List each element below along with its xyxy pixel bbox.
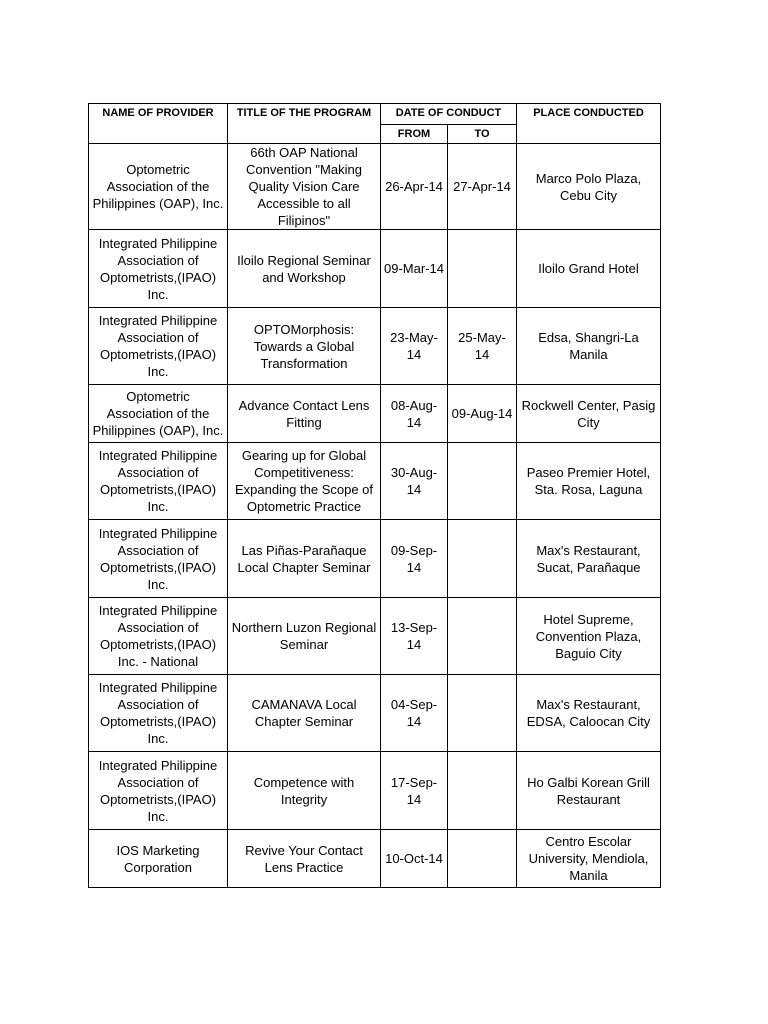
date-to-cell — [448, 230, 517, 308]
date-from-cell: 26-Apr-14 — [381, 144, 448, 230]
provider-cell: Integrated Philippine Association of Optometrists,(IPAO) Inc. — [89, 308, 228, 385]
provider-cell: Integrated Philippine Association of Optometrists,(IPAO) Inc. — [89, 520, 228, 598]
table-row — [89, 443, 661, 520]
header-to: TO — [448, 125, 517, 144]
provider-cell: Integrated Philippine Association of Optometrists,(IPAO) Inc. — [89, 675, 228, 752]
program-title-cell: Revive Your Contact Lens Practice — [228, 830, 381, 888]
table-row — [89, 230, 661, 308]
date-to-cell — [448, 830, 517, 888]
place-cell: Edsa, Shangri-La Manila — [517, 308, 661, 385]
program-title-cell: OPTOMorphosis: Towards a Global Transformation — [228, 308, 381, 385]
date-to-cell — [448, 520, 517, 598]
date-to-cell: 25-May-14 — [448, 308, 517, 385]
header-title: TITLE OF THE PROGRAM — [228, 104, 381, 144]
place-cell: Ho Galbi Korean Grill Restaurant — [517, 752, 661, 830]
place-cell: Max's Restaurant, Sucat, Parañaque — [517, 520, 661, 598]
table-row — [89, 830, 661, 888]
program-title-cell: Advance Contact Lens Fitting — [228, 385, 381, 443]
table-row — [89, 598, 661, 675]
program-title-cell: Iloilo Regional Seminar and Workshop — [228, 230, 381, 308]
place-cell: Centro Escolar University, Mendiola, Manila — [517, 830, 661, 888]
date-from-cell: 10-Oct-14 — [381, 830, 448, 888]
program-title-cell: Las Piñas-Parañaque Local Chapter Seminar — [228, 520, 381, 598]
program-title-cell: 66th OAP National Convention "Making Quality Vision Care Accessible to all Filipinos" — [228, 144, 381, 230]
program-title-cell: Northern Luzon Regional Seminar — [228, 598, 381, 675]
provider-cell: Optometric Association of the Philippines (OAP), Inc. — [89, 385, 228, 443]
date-from-cell: 23-May-14 — [381, 308, 448, 385]
provider-cell: IOS Marketing Corporation — [89, 830, 228, 888]
date-from-cell: 17-Sep-14 — [381, 752, 448, 830]
date-from-cell: 08-Aug-14 — [381, 385, 448, 443]
date-from-cell: 09-Mar-14 — [381, 230, 448, 308]
place-cell: Paseo Premier Hotel, Sta. Rosa, Laguna — [517, 443, 661, 520]
table-row — [89, 144, 661, 230]
header-row — [89, 104, 661, 125]
table-row — [89, 675, 661, 752]
table-row — [89, 752, 661, 830]
date-from-cell: 04-Sep-14 — [381, 675, 448, 752]
program-title-cell: Gearing up for Global Competitiveness: Expanding the Scope of Optometric Practice — [228, 443, 381, 520]
date-from-cell: 13-Sep-14 — [381, 598, 448, 675]
date-to-cell — [448, 752, 517, 830]
place-cell: Max's Restaurant, EDSA, Caloocan City — [517, 675, 661, 752]
date-from-cell: 09-Sep-14 — [381, 520, 448, 598]
provider-cell: Integrated Philippine Association of Optometrists,(IPAO) Inc. — [89, 752, 228, 830]
place-cell: Marco Polo Plaza, Cebu City — [517, 144, 661, 230]
date-to-cell — [448, 443, 517, 520]
table-row — [89, 308, 661, 385]
date-from-cell: 30-Aug-14 — [381, 443, 448, 520]
place-cell: Iloilo Grand Hotel — [517, 230, 661, 308]
table-row — [89, 520, 661, 598]
program-title-cell: CAMANAVA Local Chapter Seminar — [228, 675, 381, 752]
programs-table — [88, 103, 661, 888]
header-from: FROM — [381, 125, 448, 144]
header-provider: NAME OF PROVIDER — [89, 104, 228, 144]
date-to-cell — [448, 675, 517, 752]
provider-cell: Integrated Philippine Association of Optometrists,(IPAO) Inc. — [89, 230, 228, 308]
provider-cell: Optometric Association of the Philippines (OAP), Inc. — [89, 144, 228, 230]
table-row — [89, 385, 661, 443]
provider-cell: Integrated Philippine Association of Optometrists,(IPAO) Inc. - National — [89, 598, 228, 675]
header-date-of-conduct: DATE OF CONDUCT — [381, 104, 517, 125]
date-to-cell — [448, 598, 517, 675]
provider-cell: Integrated Philippine Association of Optometrists,(IPAO) Inc. — [89, 443, 228, 520]
header-place: PLACE CONDUCTED — [517, 104, 661, 144]
place-cell: Hotel Supreme, Convention Plaza, Baguio City — [517, 598, 661, 675]
place-cell: Rockwell Center, Pasig City — [517, 385, 661, 443]
date-to-cell: 27-Apr-14 — [448, 144, 517, 230]
date-to-cell: 09-Aug-14 — [448, 385, 517, 443]
program-title-cell: Competence with Integrity — [228, 752, 381, 830]
